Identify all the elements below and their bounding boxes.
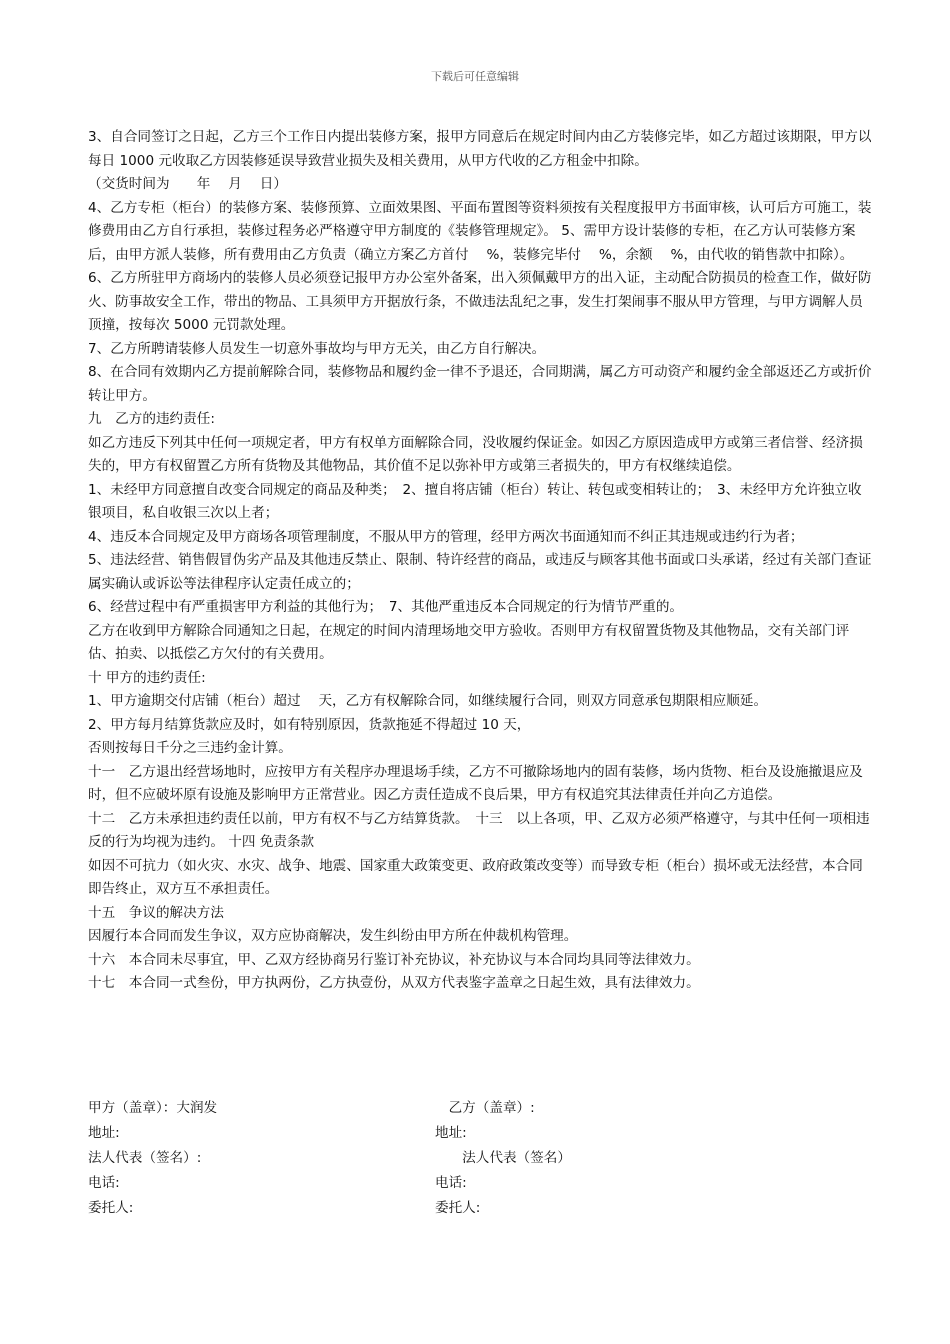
clause-paragraph: 2、甲方每月结算货款应及时，如有特别原因，货款拖延不得超过 10 天， <box>88 716 531 733</box>
clause-paragraph: 6、经营过程中有严重损害甲方利益的其他行为； 7、其他严重违反本合同规定的行为情节严重的。 <box>88 599 684 615</box>
party-b-seal: 乙方（盖章）: <box>435 1100 535 1116</box>
party-b-phone: 电话: <box>435 1175 467 1191</box>
clause-paragraph: 8、在合同有效期内乙方提前解除合同，装修物品和履约金一律不予退还，合同期满，属乙方可动资产和履约金全部返还乙方或折价转让甲方。 <box>88 364 872 404</box>
party-b-address: 地址: <box>435 1125 467 1141</box>
clause-paragraph: 否则按每日千分之三违约金计算。 <box>88 740 292 756</box>
clause-paragraph: 十七 本合同一式叁份，甲方执两份，乙方执壹份，从双方代表鉴字盖章之日起生效，具有法律效力。 <box>88 975 700 991</box>
clause-paragraph: 5、违法经营、销售假冒伪劣产品及其他违反禁止、限制、特许经营的商品，或违反与顾客其他书面或口头承诺，经过有关部门查证属实确认或诉讼等法律程序认定责任成立的； <box>88 552 872 592</box>
clause-paragraph: 十一 乙方退出经营场地时，应按甲方有关程序办理退场手续，乙方不可撤除场地内的固有装修，场内货物、柜台及设施撤退应及时，但不应破坏原有设施及影响甲方正常营业。因乙方责任造成不良后果，甲方有权追究其法律责任并向乙方追偿。 <box>88 763 863 803</box>
clause-paragraph: 7、乙方所聘请装修人员发生一切意外事故均与甲方无关，由乙方自行解决。 <box>88 340 546 357</box>
party-b-legal-rep: 法人代表（签名） <box>435 1150 571 1166</box>
signature-row-agent <box>88 1196 873 1221</box>
clause-paragraph: 十六 本合同未尽事宜，甲、乙双方经协商另行鉴订补充协议，补充协议与本合同均具同等法律效力。 <box>88 951 700 968</box>
party-a-address: 地址: <box>88 1125 120 1141</box>
signature-row-seal <box>88 1096 873 1121</box>
clause-paragraph: 3、自合同签订之日起，乙方三个工作日内提出装修方案，报甲方同意后在规定时间内由乙方装修完毕，如乙方超过该期限，甲方以每日 1000 元收取乙方因装修延误导致营业损失及相关费用，从甲方代收的乙方租金中扣除。 <box>88 129 872 169</box>
clause-paragraph: 6、乙方所驻甲方商场内的装修人员必须登记报甲方办公室外备案，出入须佩戴甲方的出入证，主动配合防损员的检查工作，做好防火、防事故安全工作，带出的物品、工具须甲方开据放行条，不做违法乱纪之事，发生打架闹事不服从甲方管理，与甲方调解人员顶撞，按每次 5000 元罚款处理。 <box>88 270 872 333</box>
party-a-agent: 委托人: <box>88 1200 134 1216</box>
clause-paragraph: （交货时间为 年 月 日） <box>88 176 287 192</box>
signature-row-address <box>88 1121 873 1146</box>
clause-paragraph: 十二 乙方未承担违约责任以前，甲方有权不与乙方结算货款。 十三 以上各项，甲、乙双方必须严格遵守，与其中任何一项相违反的行为均视为违约。 十四 免责条款 <box>88 810 870 850</box>
party-b-agent: 委托人: <box>435 1200 481 1216</box>
clause-paragraph: 乙方在收到甲方解除合同通知之日起，在规定的时间内清理场地交甲方验收。否则甲方有权留置货物及其他物品，交有关部门评估、拍卖、以抵偿乙方欠付的有关费用。 <box>88 622 850 662</box>
clause-paragraph: 如乙方违反下列其中任何一项规定者，甲方有权单方面解除合同，没收履约保证金。如因乙方原因造成甲方或第三者信誉、经济损失的，甲方有权留置乙方所有货物及其他物品，其价值不足以弥补甲方或第三者损失的，甲方有权继续追偿。 <box>88 434 863 474</box>
party-a-legal-rep: 法人代表（签名）: <box>88 1150 202 1166</box>
clause-paragraph: 4、违反本合同规定及甲方商场各项管理制度，不服从甲方的管理，经甲方两次书面通知而不纠正其违规或违约行为者； <box>88 528 804 545</box>
party-a-seal: 甲方（盖章）：大润发 <box>88 1100 218 1116</box>
section-heading: 十 甲方的违约责任: <box>88 669 206 686</box>
signature-row-phone <box>88 1171 873 1196</box>
contract-body <box>88 126 873 996</box>
section-heading: 九 乙方的违约责任: <box>88 411 215 427</box>
page-header: 下载后可任意编辑 <box>431 70 519 83</box>
clause-paragraph: 因履行本合同而发生争议，双方应协商解决，发生纠纷由甲方所在仲裁机构管理。 <box>88 928 578 944</box>
clause-paragraph: 4、乙方专柜（柜台）的装修方案、装修预算、立面效果图、平面布置图等资料须按有关程度报甲方书面审核，认可后方可施工，装修费用由乙方自行承担，装修过程务必严格遵守甲方制度的《装修管理规定》。 5、需甲方设计装修的专柜，在乙方认可装修方案后，由甲方派人装修，所有费用由乙方负责（确立方案乙方首付 %，装修完毕付 %，余额 %，由代收的销售款中扣除）。 <box>88 199 872 263</box>
clause-paragraph: 1、甲方逾期交付店铺（柜台）超过 天，乙方有权解除合同，如继续履行合同，则双方同意承包期限相应顺延。 <box>88 693 768 709</box>
clause-paragraph: 1、未经甲方同意擅自改变合同规定的商品及种类； 2、擅自将店铺（柜台）转让、转包或变相转让的； 3、未经甲方允许独立收银项目，私自收银三次以上者； <box>88 481 862 521</box>
signature-block <box>88 1096 873 1221</box>
signature-row-legal-rep <box>88 1146 873 1171</box>
section-heading: 十五 争议的解决方法 <box>88 904 224 921</box>
clause-paragraph: 如因不可抗力（如火灾、水灾、战争、地震、国家重大政策变更、政府政策改变等）而导致专柜（柜台）损坏或无法经营，本合同即告终止，双方互不承担责任。 <box>88 857 863 897</box>
party-a-phone: 电话: <box>88 1175 120 1191</box>
